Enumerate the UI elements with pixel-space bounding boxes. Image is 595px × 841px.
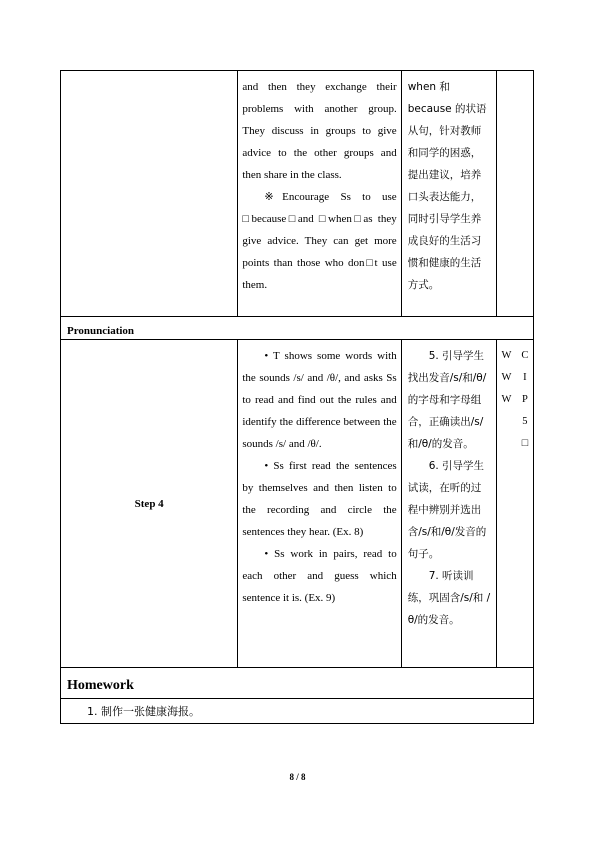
purpose-text: 5. 引导学生找出发音/s/和/θ/的字母和字母组合，正确读出/s/和/θ/的发音。	[407, 350, 487, 450]
eval-cell	[496, 71, 533, 317]
purpose-text: when 和 because 的状语从句，针对教师和同学的困惑，提出建议，培养口头表达能力，同时引导学生养成良好的生活习惯和健康的生活方式。	[407, 81, 487, 291]
activity-paragraph: • Ss work in pairs, read to each other and guess which sentence it is. (Ex. 9)	[242, 548, 397, 604]
purpose-text: 7. 听读训练，巩固含/s/和 /θ/的发音。	[407, 570, 491, 626]
activity-paragraph: ※Encourage Ss to use □because□and □when□as they give advice. They can get more points than those who don□t use them.	[242, 191, 397, 291]
step4-row	[61, 340, 534, 668]
section-row	[61, 317, 534, 340]
eval-letter: I	[523, 372, 527, 383]
section-title: Pronunciation	[61, 317, 534, 340]
empty-step-cell	[61, 71, 238, 317]
purpose-text: 6. 引导学生试读，在听的过程中辨别并选出含/s/和/θ/发音的句子。	[407, 460, 487, 560]
eval-letter: C	[521, 350, 529, 361]
eval-letter: P	[521, 394, 528, 405]
continued-row	[61, 71, 534, 317]
homework-item-row	[61, 699, 534, 724]
eval-letter: W	[501, 394, 512, 405]
eval-letter: □	[521, 438, 529, 449]
homework-header-row	[61, 668, 534, 699]
eval-col-left	[501, 345, 511, 455]
eval-letter: W	[501, 372, 512, 383]
page-number: 8 / 8	[289, 772, 306, 782]
activity-cell	[238, 71, 401, 317]
eval-cell	[496, 340, 533, 668]
activity-paragraph: • Ss first read the sentences by themselves and then listen to the recording and circle the sentences they hear. (Ex. 8)	[242, 460, 397, 538]
eval-letter: W	[501, 350, 512, 361]
step-label: Step 4	[61, 340, 238, 668]
purpose-cell	[401, 340, 496, 668]
activity-paragraph: • T shows some words with the sounds /s/ and /θ/, and asks Ss to read and find out the rules and identify the difference between the sounds /s/ and /θ/.	[242, 350, 397, 450]
purpose-cell	[401, 71, 496, 317]
activity-cell	[238, 340, 401, 668]
eval-letter: 5	[522, 416, 528, 427]
homework-item: 1. 制作一张健康海报。	[61, 699, 534, 724]
homework-heading: Homework	[61, 668, 534, 699]
lesson-plan-table	[60, 70, 534, 724]
activity-paragraph: and then they exchange their problems with another group. They discuss in groups to give advice to the other groups and then share in the class.	[242, 81, 397, 181]
eval-col-right	[521, 345, 528, 455]
